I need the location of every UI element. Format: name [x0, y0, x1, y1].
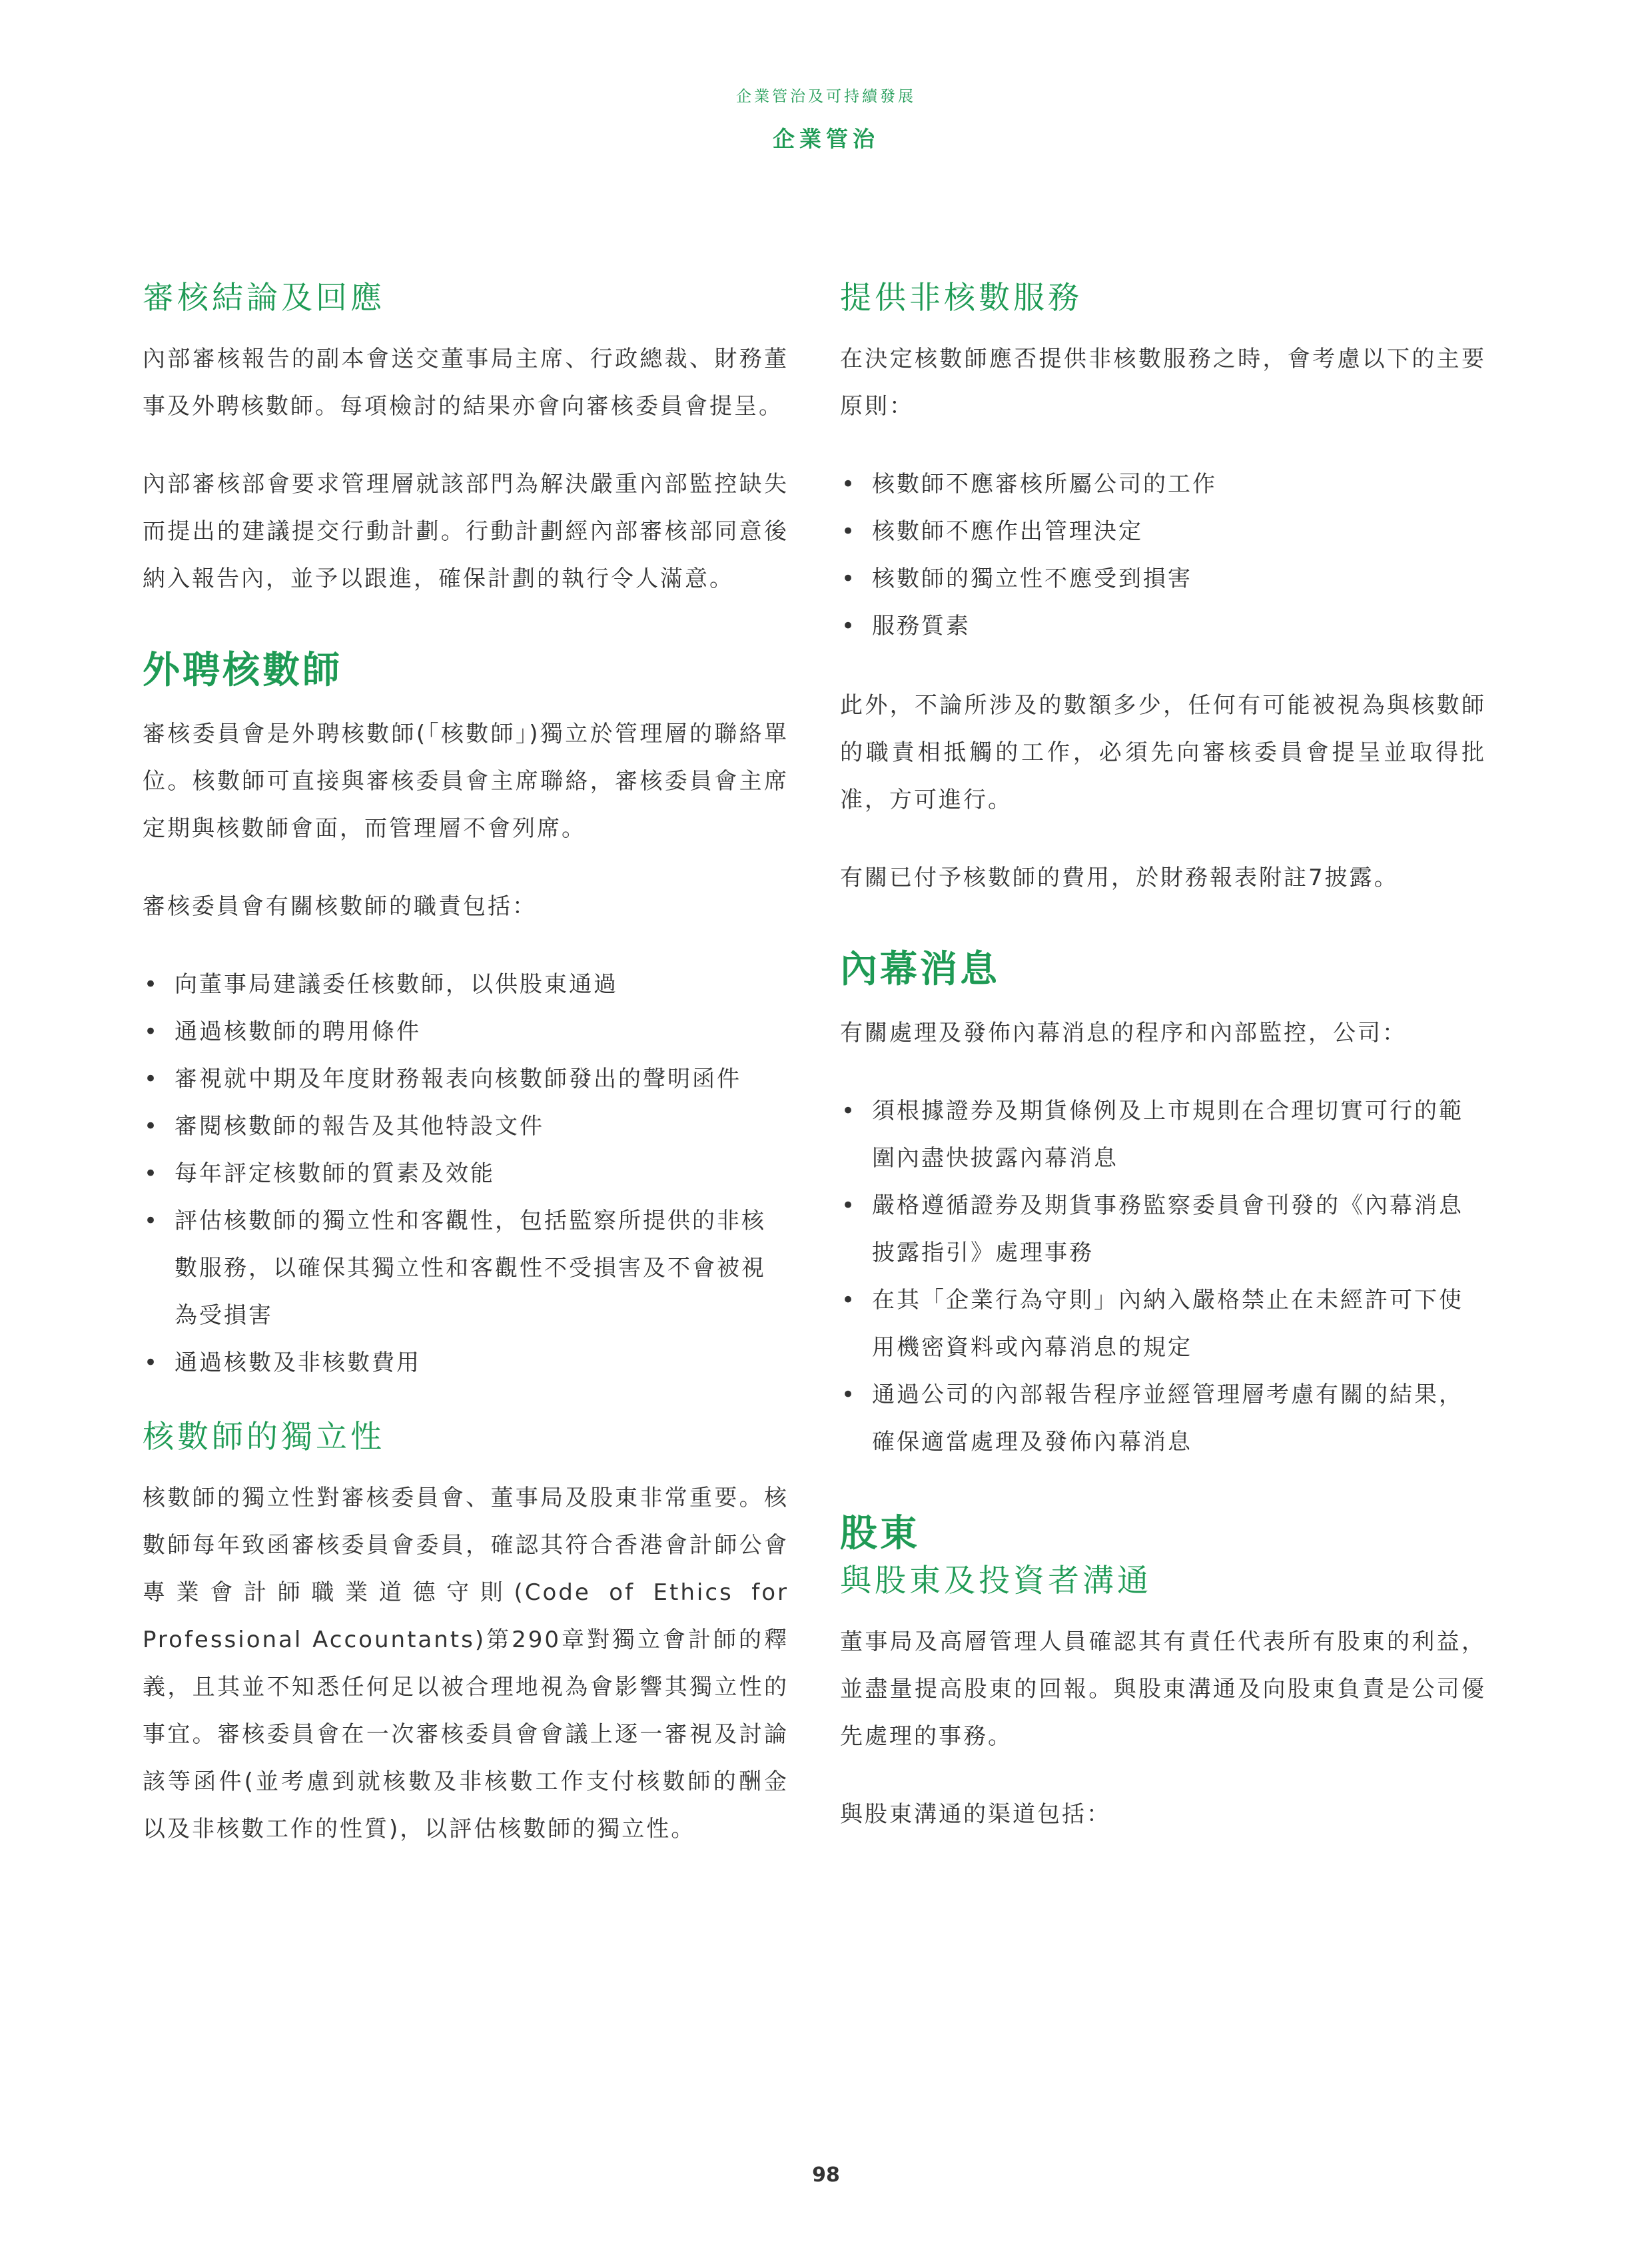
list-item: • 嚴格遵循證券及期貨事務監察委員會刊發的《內幕消息披露指引》處理事務	[840, 1182, 1486, 1277]
list-item: • 服務質素	[840, 603, 1486, 650]
heading-shareholder-communication: 與股東及投資者溝通	[840, 1562, 1152, 1599]
paragraph: 審核委員會有關核數師的職責包括：	[143, 893, 537, 920]
list-item: • 每年評定核數師的質素及效能	[143, 1150, 789, 1198]
heading-non-audit-services: 提供非核數服務	[840, 280, 1082, 316]
paragraph: 有關處理及發佈內幕消息的程序和內部監控，公司：	[840, 1019, 1407, 1046]
heading-shareholders: 股東	[840, 1511, 920, 1555]
bullet-icon: •	[144, 1065, 160, 1092]
list-item: • 審閱核數師的報告及其他特設文件	[143, 1103, 789, 1150]
paragraph: 在決定核數師應否提供非核數服務之時，會考慮以下的主要原則：	[840, 346, 1486, 420]
list-item: • 審視就中期及年度財務報表向核數師發出的聲明函件	[143, 1056, 789, 1103]
list-item: • 通過核數及非核數費用	[143, 1339, 789, 1387]
paragraph: 內部審核報告的副本會送交董事局主席、行政總裁、財務董事及外聘核數師。每項檢討的結果亦會向審核委員會提呈。	[143, 346, 789, 420]
list-item: • 通過公司的內部報告程序並經管理層考慮有關的結果，確保適當處理及發佈內幕消息	[840, 1371, 1486, 1466]
heading-external-auditor: 外聘核數師	[143, 649, 342, 693]
bullet-icon: •	[841, 1286, 857, 1313]
auditor-duties-list	[143, 961, 789, 1387]
bullet-icon: •	[841, 1192, 857, 1219]
page-title: 企業管治	[773, 126, 879, 152]
inside-info-list	[840, 1088, 1486, 1466]
heading-auditor-independence: 核數師的獨立性	[143, 1418, 385, 1455]
paragraph: 核數師的獨立性對審核委員會、董事局及股東非常重要。核數師每年致函審核委員會委員，確認其符合香港會計師公會專業會計師職業道德守則(Code of Ethics for Professional Accountants)第290章對獨立會計師的釋義，且其並不知悉任何足以被合理地視為會影響其獨立性的事宜。審核委員會在一次審核委員會會議上逐一審視及討論該等函件(並考慮到就核數及非核數工作支付核數師的酬金以及非核數工作的性質)，以評估核數師的獨立性。	[143, 1484, 789, 1842]
paragraph: 內部審核部會要求管理層就該部門為解決嚴重內部監控缺失而提出的建議提交行動計劃。行動計劃經內部審核部同意後納入報告內，並予以跟進，確保計劃的執行令人滿意。	[143, 471, 789, 593]
heading-audit-conclusions: 審核結論及回應	[143, 280, 385, 316]
list-item: • 通過核數師的聘用條件	[143, 1008, 789, 1056]
page-number: 98	[812, 2163, 840, 2187]
bullet-icon: •	[144, 1018, 160, 1045]
heading-inside-information: 內幕消息	[840, 948, 1000, 992]
list-item: • 核數師不應作出管理決定	[840, 508, 1486, 556]
bullet-icon: •	[841, 613, 857, 640]
list-item: • 核數師的獨立性不應受到損害	[840, 556, 1486, 603]
paragraph: 與股東溝通的渠道包括：	[840, 1801, 1111, 1828]
bullet-icon: •	[841, 518, 857, 546]
paragraph: 有關已付予核數師的費用，於財務報表附註7披露。	[840, 865, 1399, 892]
bullet-icon: •	[144, 970, 160, 998]
section-kicker: 企業管治及可持續發展	[736, 88, 916, 105]
bullet-icon: •	[144, 1349, 160, 1376]
paragraph: 審核委員會是外聘核數師(「核數師」)獨立於管理層的聯絡單位。核數師可直接與審核委員會主席聯絡，審核委員會主席定期與核數師會面，而管理層不會列席。	[143, 720, 789, 842]
bullet-icon: •	[841, 565, 857, 593]
page-header	[0, 84, 1652, 153]
left-column	[143, 280, 789, 1853]
paragraph: 董事局及高層管理人員確認其有責任代表所有股東的利益，並盡量提高股東的回報。與股東溝通及向股東負責是公司優先處理的事務。	[840, 1629, 1486, 1750]
list-item: • 在其「企業行為守則」內納入嚴格禁止在未經許可下使用機密資料或內幕消息的規定	[840, 1277, 1486, 1371]
right-column	[840, 280, 1486, 1838]
list-item: • 向董事局建議委任核數師，以供股東通過	[143, 961, 789, 1008]
paragraph: 此外，不論所涉及的數額多少，任何有可能被視為與核數師的職責相抵觸的工作，必須先向審核委員會提呈並取得批准，方可進行。	[840, 692, 1486, 814]
principles-list	[840, 461, 1486, 650]
bullet-icon: •	[144, 1112, 160, 1140]
bullet-icon: •	[144, 1207, 160, 1234]
bullet-icon: •	[841, 471, 857, 498]
list-item: • 核數師不應審核所屬公司的工作	[840, 461, 1486, 508]
bullet-icon: •	[841, 1097, 857, 1124]
list-item: • 評估核數師的獨立性和客觀性，包括監察所提供的非核數服務，以確保其獨立性和客觀性不受損害及不會被視為受損害	[143, 1198, 789, 1339]
bullet-icon: •	[144, 1160, 160, 1187]
list-item: • 須根據證券及期貨條例及上市規則在合理切實可行的範圍內盡快披露內幕消息	[840, 1088, 1486, 1182]
bullet-icon: •	[841, 1381, 857, 1408]
